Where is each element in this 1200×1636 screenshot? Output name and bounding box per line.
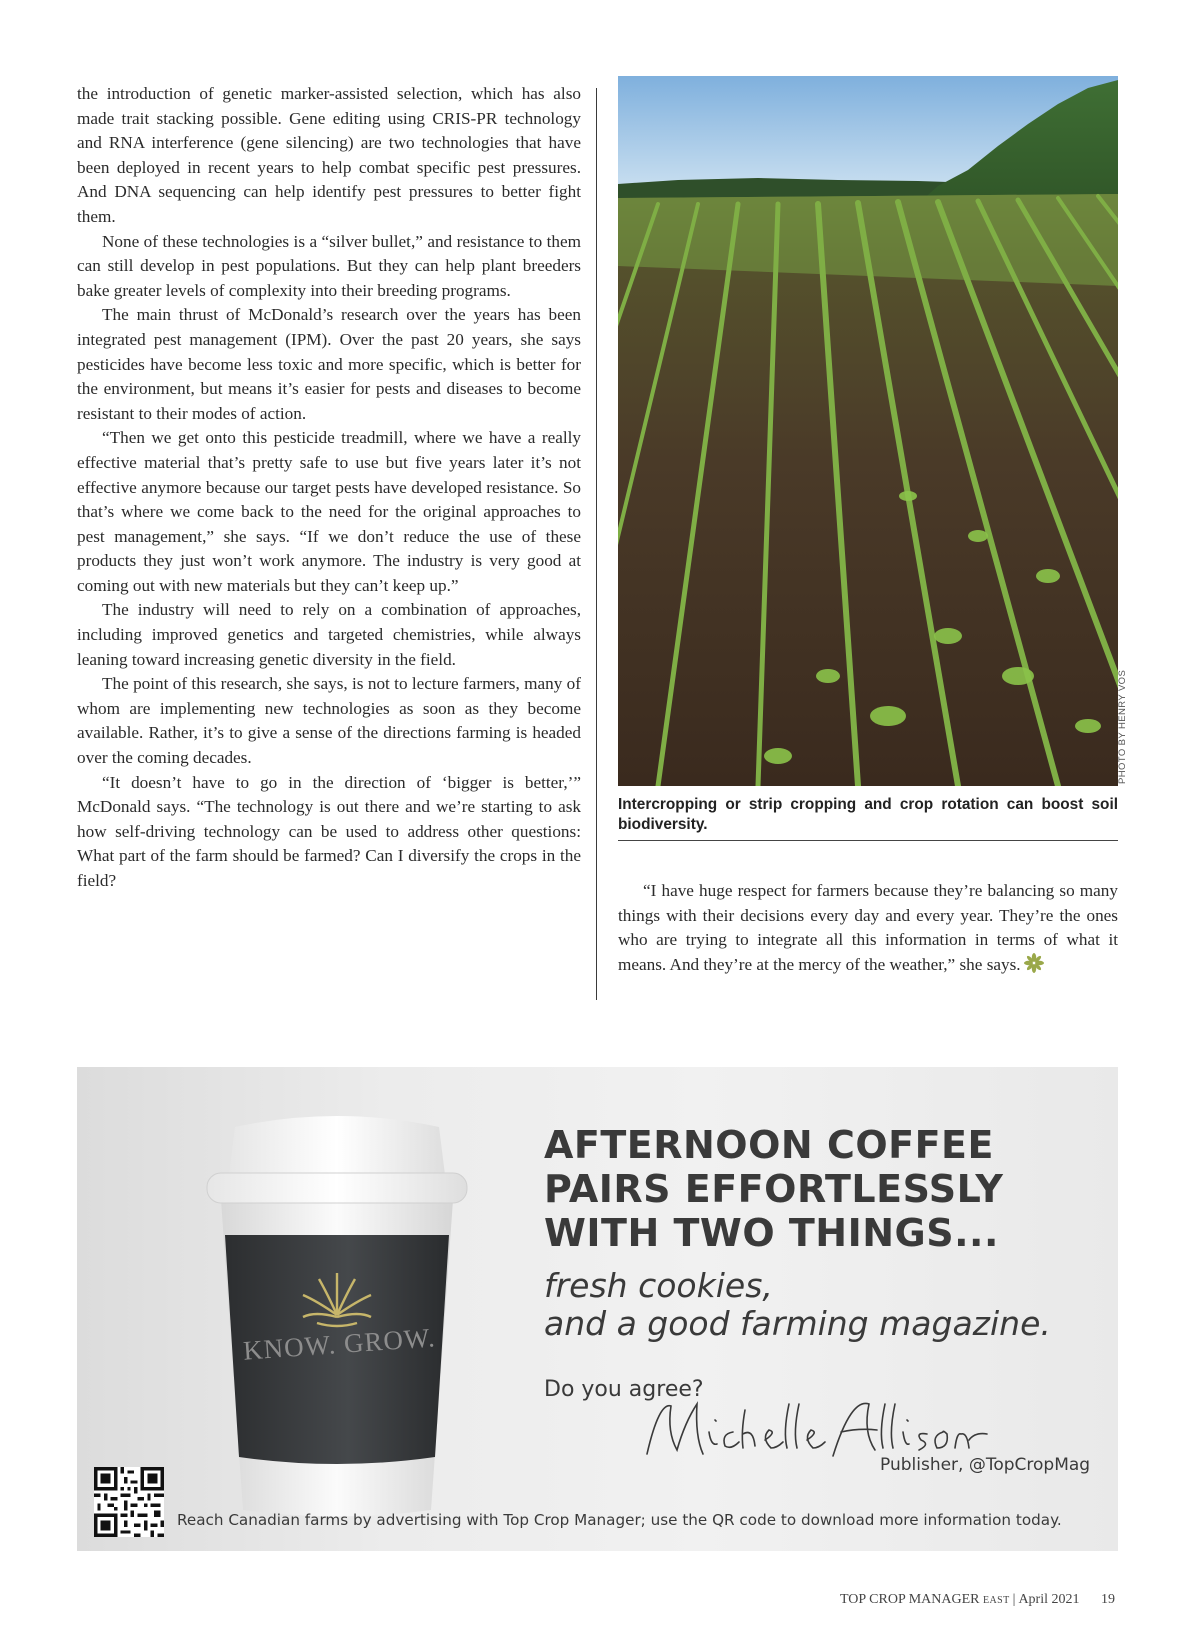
qr-code-icon[interactable] bbox=[94, 1467, 164, 1537]
ad-footer-text: Reach Canadian farms by advertising with Top Crop Manager; use the QR code to download more information today. bbox=[177, 1511, 1062, 1529]
article-right-column bbox=[618, 879, 1118, 977]
article-paragraph: None of these technologies is a “silver bullet,” and resistance to them can still develop in pest populations. But they can help plant breeders bake greater levels of complexity into their breeding programs. bbox=[77, 231, 581, 300]
ad-question: Do you agree? bbox=[544, 1377, 704, 1402]
article-paragraph: “Then we get onto this pesticide treadmill, where we have a really effective material that’s pretty safe to use but five years later it’s not effective anymore because our target pests have developed resistance. So that’s where we come back to the need for the original approaches to pest management,” she says. “If we don’t reduce the use of these products they just won’t work anymore. The industry is very good at coming out with new materials but they can’t keep up.” bbox=[77, 428, 581, 595]
column-divider bbox=[596, 88, 597, 1000]
issue-date: April 2021 bbox=[1018, 1592, 1080, 1607]
page-number: 19 bbox=[1101, 1592, 1115, 1607]
ad-headline bbox=[544, 1123, 1003, 1255]
end-mark-leaf-icon bbox=[1024, 953, 1044, 973]
cup-slogan: KNOW. GROW. bbox=[242, 1322, 437, 1366]
article-paragraph: The industry will need to rely on a combination of approaches, including improved genetics and targeted chemistries, while always leaning toward increasing genetic diversity in the field. bbox=[77, 600, 581, 669]
ad-subhead bbox=[544, 1267, 1051, 1343]
ad-subhead-line: fresh cookies, bbox=[544, 1266, 773, 1305]
article-paragraph: the introduction of genetic marker-assisted selection, which has also made trait stacking possible. Gene editing using CRIS-PR technology and RNA interference (gene silencing) are two technologies that have been deployed in recent years to help combat specific pest pressures. And DNA sequencing can help identify pest pressures to better fight them. bbox=[77, 84, 581, 226]
publication-edition: EAST bbox=[983, 1595, 1010, 1606]
article-paragraph: The point of this research, she says, is not to lecture farmers, many of whom are implementing new technologies as soon as they become available. Rather, it’s to give a sense of the directions farming is headed over the coming decades. bbox=[77, 674, 581, 768]
page-footer: TOP CROP MANAGER EAST | April 2021 19 bbox=[840, 1592, 1115, 1607]
closing-quote-text: “I have huge respect for farmers because they’re balancing so many things with their decisions every day and every year. They’re the ones who are trying to integrate all this information in terms of what it means. And they’re at the mercy of the weather,” she says. bbox=[618, 881, 1118, 974]
ad-headline-line: PAIRS EFFORTLESSLY bbox=[544, 1167, 1004, 1211]
photo-credit: PHOTO BY HENRY VOS bbox=[1117, 669, 1128, 784]
photo-caption: Intercropping or strip cropping and crop rotation can boost soil biodiversity. bbox=[618, 795, 1118, 841]
ad-headline-line: WITH TWO THINGS... bbox=[544, 1211, 999, 1255]
article-left-column bbox=[77, 82, 581, 894]
article-paragraph bbox=[618, 879, 1118, 977]
coffee-cup-image bbox=[177, 1105, 497, 1525]
publication-name: TOP CROP MANAGER bbox=[840, 1592, 980, 1607]
field-photo bbox=[618, 76, 1118, 786]
advertisement bbox=[77, 1067, 1118, 1551]
ad-headline-line: AFTERNOON COFFEE bbox=[544, 1123, 994, 1167]
article-paragraph: The main thrust of McDonald’s research over the years has been integrated pest management (IPM). Over the past 20 years, she says pesticides have become less toxic and more specific, which is better for the environment, but means it’s easier for pests and diseases to become resistant to their modes of action. bbox=[77, 305, 581, 423]
ad-subhead-line: and a good farming magazine. bbox=[544, 1304, 1051, 1343]
ad-publisher-credit: Publisher, @TopCropMag bbox=[880, 1455, 1091, 1475]
article-paragraph: “It doesn’t have to go in the direction of ‘bigger is better,’” McDonald says. “The technology is out there and we’re starting to ask how self-driving technology can be used to address other questions: What part of the farm should be farmed? Can I diversify the crops in the field? bbox=[77, 772, 581, 890]
